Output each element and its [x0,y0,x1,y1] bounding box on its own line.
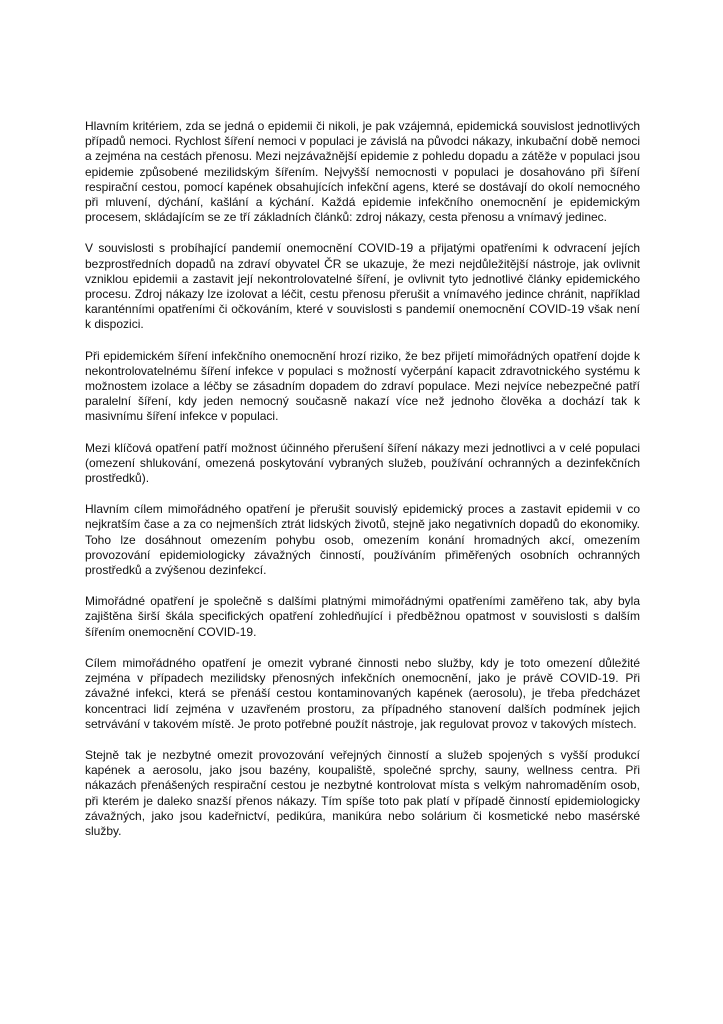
paragraph-5: Hlavním cílem mimořádného opatření je přerušit souvislý epidemický proces a zastavit epidemii v co nejkratším čase a za co nejmenších ztrát lidských životů, stejně jako negativních dopadů do ekonomiky. Toho lze dosáhnout omezením pohybu osob, omezením konání hromadných akcí, omezením provozování epidemiologicky závažných činností, používáním přiměřených osobních ochranných prostředků a zvýšenou dezinfekcí. [85,502,640,578]
paragraph-6: Mimořádné opatření je společně s dalšími platnými mimořádnými opatřeními zaměřeno tak, aby byla zajištěna širší škála specifických opatření zohledňující i předběžnou opatmost v souvislosti s dalším šířením onemocnění COVID-19. [85,594,640,639]
paragraph-4: Mezi klíčová opatření patří možnost účinného přerušení šíření nákazy mezi jednotlivci a v celé populaci (omezení shlukování, omezená poskytování vybraných služeb, používání ochranných a dezinfekčních prostředků). [85,440,640,486]
paragraph-8: Stejně tak je nezbytné omezit provozování veřejných činností a služeb spojených s vyšší produkcí kapének a aerosolu, jako jsou bazény, koupaliště, společné sprchy, sauny, wellness centra. Při nákazách přenášených respirační cestou je nezbytné kontrolovat místa s velkým nahromaděním osob, při kterém je daleko snazší přenos nákazy. Tím spíše toto pak platí v případě činností epidemiologicky závažných, jako jsou kadeřnictví, pedikúra, manikúra nebo solárium či kosmetické nebo masérské služby. [85,747,640,838]
paragraph-2: V souvislosti s probíhající pandemií onemocnění COVID-19 a přijatými opatřeními k odvracení jejích bezprostředních dopadů na zdraví obyvatel ČR se ukazuje, že mezi nejdůležitější nástroje, jak ovlivnit vzniklou epidemii a zastavit její nekontrolovatelné šíření, je ovlivnit tyto jednotlivé články epidemického procesu. Zdroj nákazy lze izolovat a léčit, cestu přenosu přerušit a vnímavého jedince chránit, například karanténními opatřeními či očkováním, které v souvislosti s pandemií onemocnění COVID-19 však není k dispozici. [85,241,640,332]
paragraph-1: Hlavním kritériem, zda se jedná o epidemii či nikoli, je pak vzájemná, epidemická souvislost jednotlivých případů nemoci. Rychlost šíření nemoci v populaci je závislá na původci nákazy, inkubační době nemoci a zejména na cestách přenosu. Mezi nejzávažnější epidemie z pohledu dopadu a zátěže v populaci jsou epidemie způsobené mezilidským šířením. Nejvyšší nemocnosti v populaci je dosahováno při šíření respirační cestou, pomocí kapének obsahujících infekční agens, které se dostávají do okolí nemocného při mluvení, dýchání, kašlání a kýchání. Každá epidemie infekčního onemocnění je epidemickým procesem, skládajícím se ze tří základních článků: zdroj nákazy, cesta přenosu a vnímavý jedinec. [85,119,640,225]
document-body [85,119,640,855]
paragraph-7: Cílem mimořádného opatření je omezit vybrané činnosti nebo služby, kdy je toto omezení důležité zejména v případech mezilidsky přenosných infekčních onemocnění, jako je právě COVID-19. Při závažné infekci, která se přenáší cestou kontaminovaných kapének (aerosolu), je třeba předcházet koncentraci lidí zejména v uzavřeném prostoru, za případného stanovení dalších podmínek jejich setrvávání v takovém místě. Je proto potřebné použít nástroje, jak regulovat provoz v takových místech. [85,655,640,731]
paragraph-3: Při epidemickém šíření infekčního onemocnění hrozí riziko, že bez přijetí mimořádných opatření dojde k nekontrolovatelnému šíření infekce v populaci s možností vyčerpání kapacit zdravotnického systému k možnostem izolace a léčby se zásadním dopadem do zdraví populace. Mezi nejvíce nebezpečné patří paralelní šíření, kdy jeden nemocný současně nakazí více než jednoho člověka a dochází tak k masivnímu šíření infekce v populaci. [85,348,640,424]
